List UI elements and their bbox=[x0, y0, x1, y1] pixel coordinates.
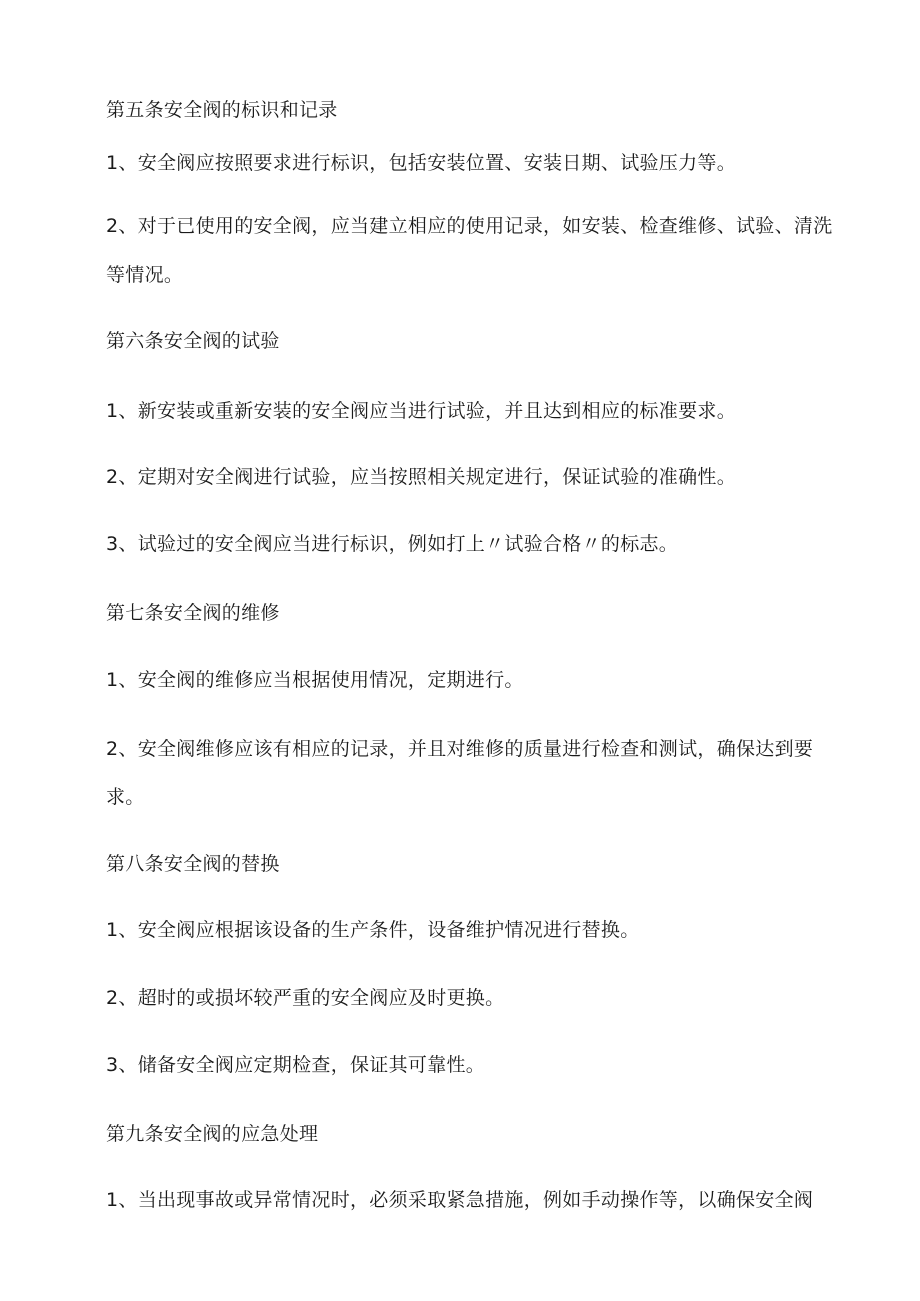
section-heading: 第七条安全阀的维修 bbox=[106, 602, 280, 624]
list-item: 2、对于已使用的安全阀，应当建立相应的使用记录，如安装、检查维修、试验、清洗 bbox=[106, 215, 833, 237]
list-item: 2、定期对安全阀进行试验，应当按照相关规定进行，保证试验的准确性。 bbox=[106, 466, 736, 488]
list-item-continuation: 等情况。 bbox=[106, 264, 184, 286]
list-item: 1、安全阀的维修应当根据使用情况，定期进行。 bbox=[106, 669, 524, 691]
list-item: 1、安全阀应按照要求进行标识，包括安装位置、安装日期、试验压力等。 bbox=[106, 152, 736, 174]
list-item: 2、安全阀维修应该有相应的记录，并且对维修的质量进行检查和测试，确保达到要 bbox=[106, 738, 814, 760]
section-heading: 第五条安全阀的标识和记录 bbox=[106, 99, 338, 121]
section-heading: 第六条安全阀的试验 bbox=[106, 330, 280, 352]
list-item-continuation: 求。 bbox=[106, 786, 145, 808]
list-item: 3、试验过的安全阀应当进行标识，例如打上〃试验合格〃的标志。 bbox=[106, 533, 679, 555]
list-item: 1、当出现事故或异常情况时，必须采取紧急措施，例如手动操作等，以确保安全阀 bbox=[106, 1189, 814, 1211]
section-heading: 第九条安全阀的应急处理 bbox=[106, 1123, 319, 1145]
section-heading: 第八条安全阀的替换 bbox=[106, 853, 280, 875]
list-item: 3、储备安全阀应定期检查，保证其可靠性。 bbox=[106, 1054, 486, 1076]
list-item: 2、超时的或损坏较严重的安全阀应及时更换。 bbox=[106, 987, 505, 1009]
list-item: 1、安全阀应根据该设备的生产条件，设备维护情况进行替换。 bbox=[106, 919, 640, 941]
list-item: 1、新安装或重新安装的安全阀应当进行试验，并且达到相应的标准要求。 bbox=[106, 400, 736, 422]
